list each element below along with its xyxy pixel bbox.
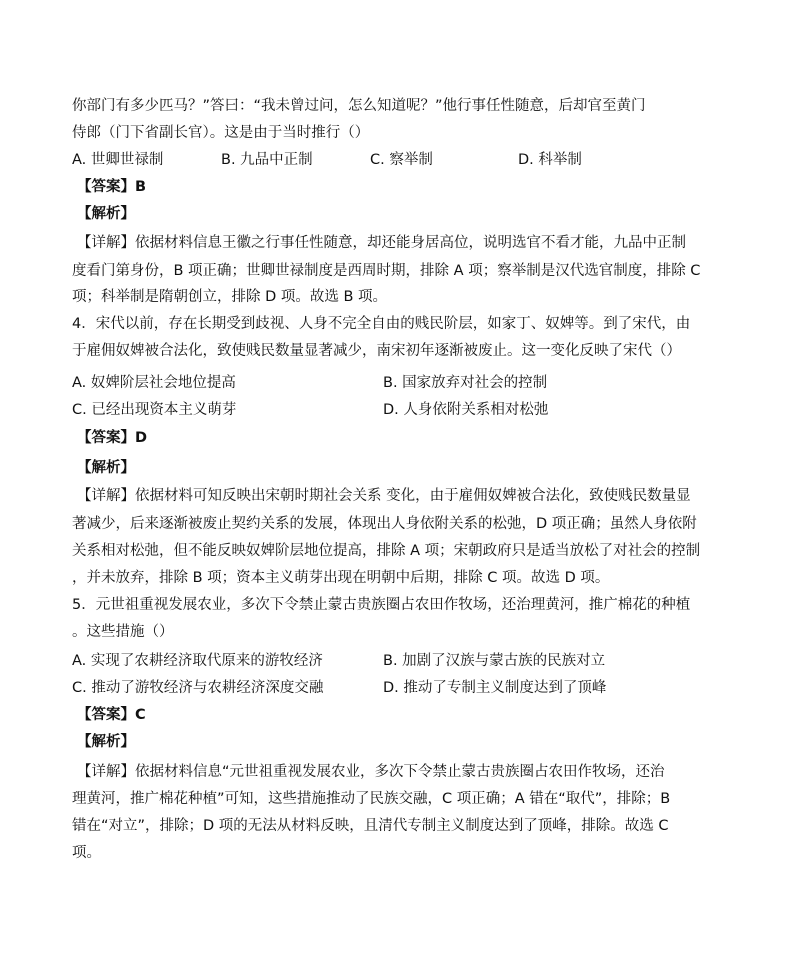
detail-text: 关系相对松弛，但不能反映奴婢阶层地位提高，排除 A 项；宋朝政府只是适当放松了对社会的控制 — [72, 543, 701, 559]
answer-label: 【答案】D — [77, 430, 148, 446]
text-line: 侍郎（门下省副长官）。这是由于当时推行（） — [72, 125, 370, 141]
detail-text: 错在“对立”，排除；D 项的无法从材料反映，且清代专制主义制度达到了顶峰，排除。故选 C — [72, 818, 669, 834]
option-b: B. 加剧了汉族与蒙古族的民族对立 — [383, 653, 606, 669]
question-5: 。这些措施（） — [72, 624, 174, 640]
option-d: D. 推动了专制主义制度达到了顶峰 — [383, 680, 607, 696]
detail-text: ，并未放弃，排除 B 项；资本主义萌芽出现在明朝中后期，排除 C 项。故选 D 项。 — [72, 570, 610, 586]
answer-label: 【答案】C — [77, 707, 146, 723]
option-c: C. 察举制 — [370, 152, 433, 168]
option-b: B. 国家放弃对社会的控制 — [383, 375, 548, 391]
detail-text: 项。 — [72, 845, 101, 861]
detail-text: 理黄河，推广棉花种植”可知，这些措施推动了民族交融，C 项正确；A 错在“取代”，排除；B — [72, 791, 671, 807]
detail-text: 项；科举制是隋朝创立，排除 D 项。故选 B 项。 — [72, 289, 388, 305]
detail-text: 【详解】依据材料信息“元世祖重视发展农业，多次下令禁止蒙古贵族圈占农田作牧场，还治 — [77, 764, 665, 780]
analysis-label: 【解析】 — [77, 734, 135, 750]
option-b: B. 九品中正制 — [221, 152, 313, 168]
question-5: 5．元世祖重视发展农业，多次下令禁止蒙古贵族圈占农田作牧场，还治理黄河，推广棉花的种植 — [72, 597, 691, 613]
analysis-label: 【解析】 — [77, 460, 135, 476]
option-c: C. 已经出现资本主义萌芽 — [72, 402, 237, 418]
text-line: 你部门有多少匹马？”答曰：“我未曾过问，怎么知道呢？”他行事任性随意，后却官至黄门 — [72, 98, 646, 114]
option-a: A. 世卿世禄制 — [72, 152, 164, 168]
question-4: 于雇佣奴婢被合法化，致使贱民数量显著减少，南宋初年逐渐被废止。这一变化反映了宋代（） — [72, 343, 681, 359]
question-4: 4．宋代以前，存在长期受到歧视、人身不完全自由的贱民阶层，如家丁、奴婢等。到了宋代，由 — [72, 316, 691, 332]
detail-text: 【详解】依据材料信息王徽之行事任性随意，却还能身居高位，说明选官不看才能，九品中正制 — [77, 235, 686, 251]
analysis-label: 【解析】 — [77, 206, 135, 222]
option-c: C. 推动了游牧经济与农耕经济深度交融 — [72, 680, 324, 696]
option-d: D. 科举制 — [518, 152, 582, 168]
detail-text: 著减少，后来逐渐被废止契约关系的发展，体现出人身依附关系的松弛，D 项正确；虽然人身依附 — [72, 516, 697, 532]
answer-label: 【答案】B — [77, 179, 147, 195]
option-a: A. 实现了农耕经济取代原来的游牧经济 — [72, 653, 323, 669]
detail-text: 【详解】依据材料可知反映出宋朝时期社会关系 变化，由于雇佣奴婢被合法化，致使贱民数量显 — [77, 488, 691, 504]
detail-text: 度看门第身份，B 项正确；世卿世禄制度是西周时期，排除 A 项；察举制是汉代选官制度，排除 C — [72, 263, 701, 279]
option-d: D. 人身依附关系相对松弛 — [383, 402, 549, 418]
option-a: A. 奴婢阶层社会地位提高 — [72, 375, 236, 391]
